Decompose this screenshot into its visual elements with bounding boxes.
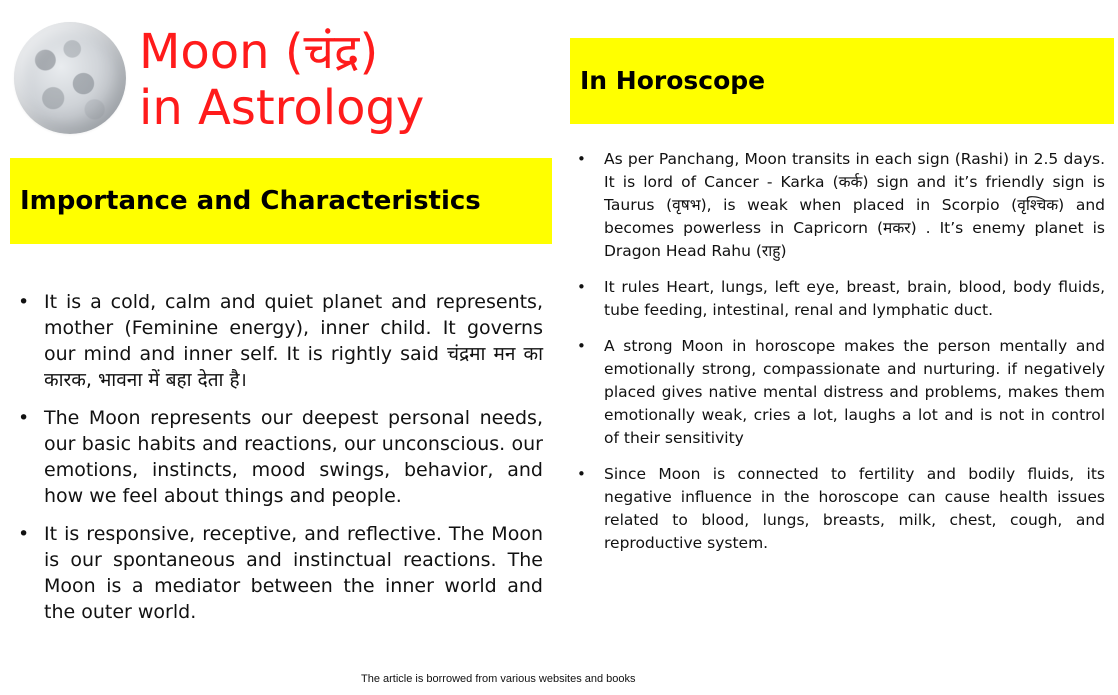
- bullet-dot-icon: •: [577, 337, 586, 355]
- bullet-dot-icon: •: [18, 523, 30, 545]
- importance-list: [18, 289, 543, 637]
- bullet-dot-icon: •: [577, 150, 586, 168]
- bullet-dot-icon: •: [18, 291, 30, 313]
- title-line-1: Moon (चंद्र): [139, 24, 379, 80]
- horoscope-heading-band: [570, 38, 1114, 124]
- list-item: [577, 276, 1105, 322]
- horoscope-list: [577, 148, 1105, 568]
- bullet-dot-icon: •: [577, 465, 586, 483]
- source-note: The article is borrowed from various websites and books: [361, 673, 636, 685]
- page-title: [139, 24, 479, 136]
- importance-heading-band: [10, 158, 552, 244]
- list-item-text: Since Moon is connected to fertility and bodily fluids, its negative influence in the horoscope can cause health issues related to blood, lungs, breasts, milk, chest, cough, and reproductive system.: [604, 465, 1105, 552]
- list-item: [18, 405, 543, 509]
- bullet-dot-icon: •: [577, 278, 586, 296]
- importance-heading: Importance and Characteristics: [20, 186, 481, 216]
- list-item: [577, 335, 1105, 450]
- list-item: [577, 463, 1105, 555]
- list-item-text: It is responsive, receptive, and reflective. The Moon is our spontaneous and instinctual reactions. The Moon is a mediator between the inner world and the outer world.: [44, 523, 543, 623]
- list-item-text: It is a cold, calm and quiet planet and represents, mother (Feminine energy), inner child. It governs our mind and inner self. It is rightly said चंद्रमा मन का कारक, भावना में बहा देता है।: [44, 291, 543, 391]
- title-line-2: in Astrology: [139, 80, 425, 136]
- moon-image: [14, 22, 126, 134]
- list-item: [18, 521, 543, 625]
- list-item-text: The Moon represents our deepest personal needs, our basic habits and reactions, our unconscious. our emotions, instincts, mood swings, behavior, and how we feel about things and people.: [44, 407, 543, 507]
- list-item-text: As per Panchang, Moon transits in each sign (Rashi) in 2.5 days. It is lord of Cancer - Karka (कर्क) sign and it’s friendly sign is Taurus (वृषभ), is weak when placed in Scorpio (वृश्चिक) and becomes powerless in Capricorn (मकर) . It’s enemy planet is Dragon Head Rahu (राहु): [604, 150, 1105, 260]
- horoscope-heading: In Horoscope: [580, 66, 766, 95]
- list-item: [577, 148, 1105, 263]
- list-item-text: It rules Heart, lungs, left eye, breast, brain, blood, body fluids, tube feeding, intestinal, renal and lymphatic duct.: [604, 278, 1105, 319]
- list-item-text: A strong Moon in horoscope makes the person mentally and emotionally strong, compassionate and nurturing. if negatively placed gives native mental distress and problems, makes them emotionally weak, cries a lot, laughs a lot and is not in control of their sensitivity: [604, 337, 1105, 447]
- bullet-dot-icon: •: [18, 407, 30, 429]
- list-item: [18, 289, 543, 393]
